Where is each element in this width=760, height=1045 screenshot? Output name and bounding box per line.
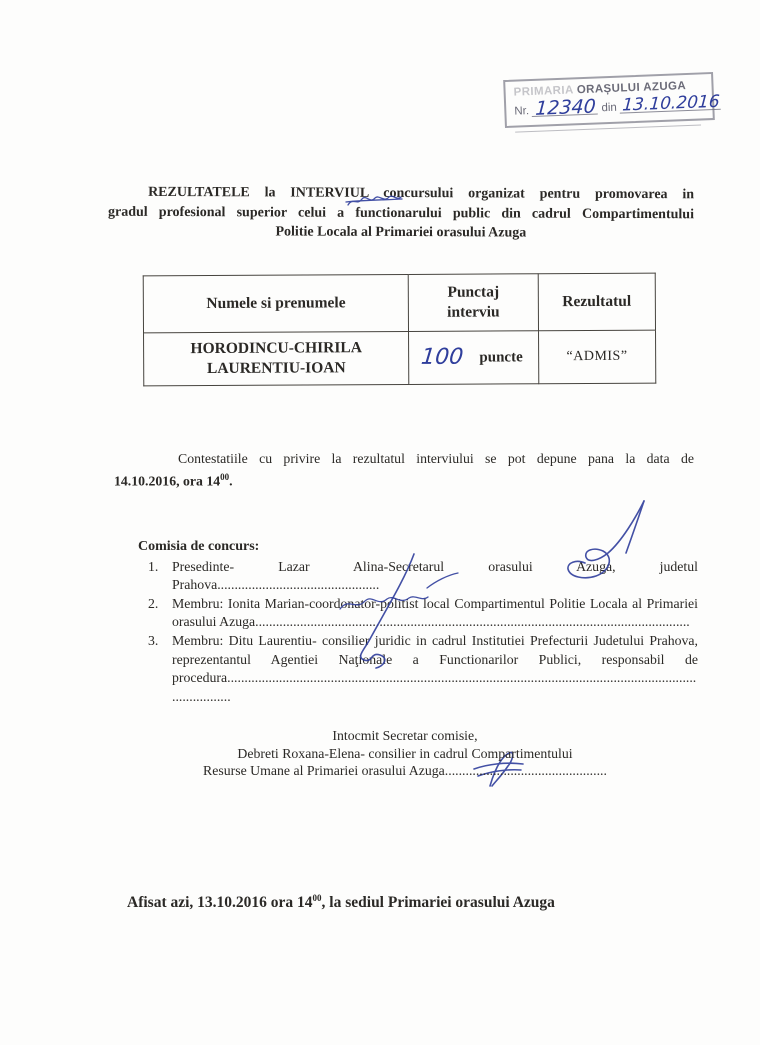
footer-text-suffix: , la sediul Primariei orasului Azuga bbox=[321, 894, 555, 912]
table-row bbox=[144, 330, 656, 386]
closing-line-1: Intocmit Secretar comisie, bbox=[332, 728, 478, 743]
candidate-name-line2: LAURENTIU-IOAN bbox=[206, 359, 346, 378]
stamp-din-label: din bbox=[601, 101, 618, 115]
commission-item-text: Membru: Ionita Marian-coordonator-politist local Compartimentul Politie Locala al Primariei orasului Azuga.............................................................................................................................. bbox=[172, 595, 698, 630]
score-cell bbox=[409, 331, 539, 385]
stamp-org-main-text: ORAȘULUI AZUGA bbox=[573, 80, 687, 97]
handwritten-annotation-scribble-icon bbox=[344, 193, 406, 216]
deadline-period: . bbox=[229, 473, 233, 489]
result-cell: “ADMIS” bbox=[538, 330, 656, 384]
header-score-line2: interviu bbox=[447, 303, 500, 321]
footer-text: Afisat azi, 13.10.2016 ora 14 bbox=[127, 894, 313, 912]
item-number: 1. bbox=[148, 558, 159, 574]
stamp-nr-label: Nr. bbox=[514, 105, 530, 118]
header-result-column: Rezultatul bbox=[538, 273, 656, 331]
title-line-3: Politie Locala al Primariei orasului Azuga bbox=[275, 224, 527, 241]
commission-heading: Comisia de concurs: bbox=[138, 539, 260, 554]
posting-date-line bbox=[127, 893, 555, 912]
handwritten-registration-date: 13.10.2016 bbox=[621, 91, 720, 116]
footer-superscript: 00 bbox=[312, 893, 322, 903]
score-unit-label: puncte bbox=[479, 348, 523, 366]
commission-item-text: Membru: Ditu Laurentiu- consilier juridic in cadrul Institutiei Prefecturii Judetului Prahova, reprezentantul Agentiei Naţionale a Functionarilor Publici, responsabil de procedura......................................................................................................................................................... bbox=[172, 632, 698, 704]
results-table bbox=[143, 273, 657, 387]
item-number: 2. bbox=[148, 595, 159, 611]
handwritten-score: 100 bbox=[420, 344, 465, 370]
closing-line-2: Debreti Roxana-Elena- consilier in cadrul Compartimentului bbox=[237, 745, 573, 761]
header-score-column bbox=[408, 274, 538, 332]
signature-member2-scribble-icon bbox=[336, 592, 431, 619]
signature-president-icon bbox=[548, 497, 663, 594]
registration-stamp bbox=[503, 72, 720, 128]
closing-block bbox=[190, 727, 620, 780]
contestation-line-1: Contestatiile cu privire la rezultatul interviului se pot depune pana la data de bbox=[178, 451, 694, 466]
candidate-name-line1: HORODINCU-CHIRILA bbox=[190, 339, 362, 358]
header-score-line1: Punctaj bbox=[447, 283, 500, 301]
contestation-deadline bbox=[114, 468, 694, 491]
table-header-row bbox=[143, 273, 655, 333]
commission-item-text: Presedinte- Lazar Alina-Secretarul orasului Azuga, judetul Prahova............................................... bbox=[172, 558, 698, 593]
stamp-org-faded-text: PRIMARIA bbox=[513, 84, 574, 99]
closing-line-3: Resurse Umane al Primariei orasului Azuga............................................... bbox=[203, 763, 607, 778]
title-line-2: gradul profesional superior celui a functionarului public din cadrul Compartimentului bbox=[107, 204, 695, 222]
deadline-superscript: 00 bbox=[220, 472, 230, 482]
deadline-text: 14.10.2016, ora 14 bbox=[114, 473, 221, 489]
contestation-paragraph bbox=[114, 449, 694, 491]
header-name-column: Numele si prenumele bbox=[143, 274, 409, 332]
candidate-name-cell bbox=[144, 331, 409, 385]
title-line-1: REZULTATELE la INTERVIUL concursului organizat pentru promovarea in bbox=[148, 184, 695, 203]
handwritten-registration-number: 12340 bbox=[532, 99, 599, 117]
item-number: 3. bbox=[148, 632, 159, 648]
